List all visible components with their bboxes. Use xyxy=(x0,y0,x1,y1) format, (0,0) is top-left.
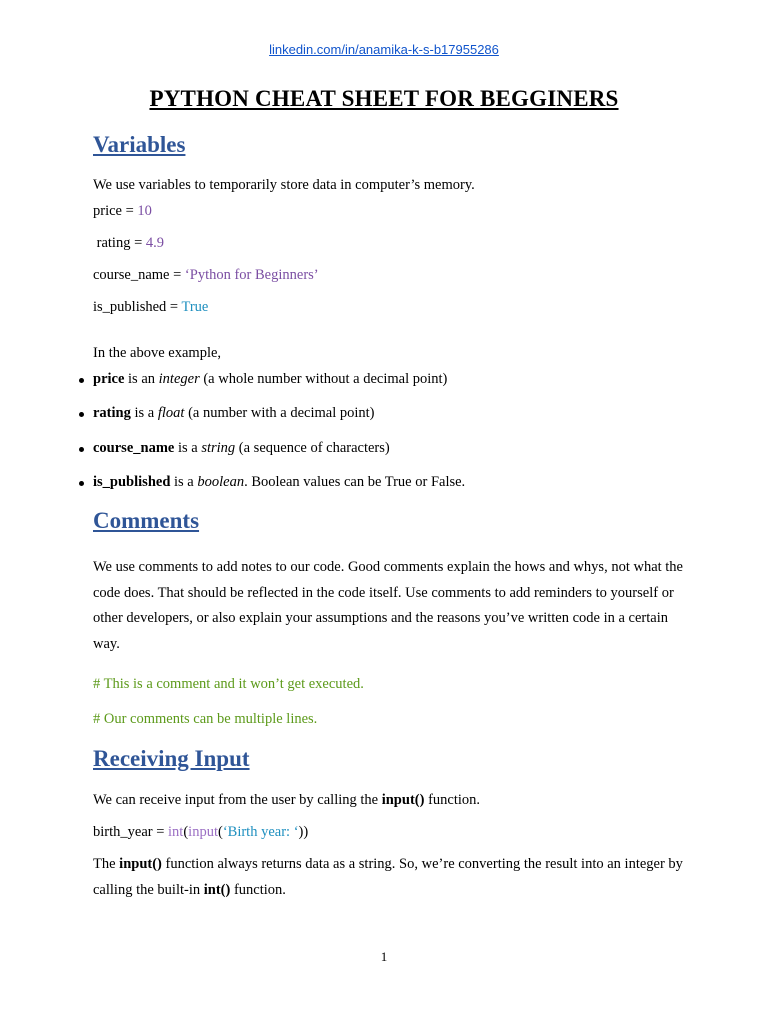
code-input-function: input xyxy=(188,824,218,840)
explain-text: function. xyxy=(230,881,286,898)
receiving-input-intro xyxy=(93,792,480,809)
comment-example-1: # This is a comment and it won’t get executed. xyxy=(93,676,364,692)
code-number-value: 10 xyxy=(137,203,152,219)
bullet-type: float xyxy=(157,405,185,422)
example-intro: In the above example, xyxy=(93,345,222,361)
code-line-rating xyxy=(93,235,164,252)
type-bullet-list xyxy=(93,371,465,508)
code-lhs: is_published = xyxy=(93,299,182,315)
code-lhs: course_name = xyxy=(93,267,185,283)
comments-heading: Comments xyxy=(93,508,200,533)
list-item xyxy=(93,440,465,474)
code-int-function: int xyxy=(168,824,184,840)
bullet-description: (a number with a decimal point) xyxy=(184,405,375,422)
linkedin-link[interactable]: linkedin.com/in/anamika-k-s-b17955286 xyxy=(269,42,499,57)
explain-text: function always returns data as a string. So, we’re converting the result into an integer by calling the built-in xyxy=(93,856,683,898)
bullet-description: (a whole number without a decimal point) xyxy=(199,371,448,387)
code-boolean-value: True xyxy=(181,299,209,315)
list-item xyxy=(93,405,465,439)
list-item xyxy=(93,371,465,405)
intro-text: We can receive input from the user by calling the xyxy=(93,792,382,808)
list-item xyxy=(93,474,465,508)
bullet-term: price xyxy=(93,371,125,387)
code-string-argument: ‘Birth year: ‘ xyxy=(222,824,299,840)
bullet-connector: is an xyxy=(124,371,159,387)
receiving-input-heading: Receiving Input xyxy=(93,746,250,771)
variables-heading: Variables xyxy=(93,132,186,157)
intro-text-end: function. xyxy=(424,792,481,808)
receiving-input-explanation xyxy=(93,852,685,903)
code-lhs: price = xyxy=(93,203,138,219)
code-lhs: rating = xyxy=(93,235,146,251)
comment-example-2: # Our comments can be multiple lines. xyxy=(93,711,318,727)
int-function-name: int() xyxy=(203,881,231,898)
code-line-price xyxy=(93,203,152,220)
explain-text: The xyxy=(93,856,120,872)
bullet-connector: is a xyxy=(170,473,198,490)
code-lhs: birth_year = xyxy=(93,824,169,840)
code-line-is-published xyxy=(93,299,208,316)
bullet-connector: is a xyxy=(130,405,158,422)
bullet-type: string xyxy=(201,439,236,456)
code-number-value: 4.9 xyxy=(145,235,164,251)
code-paren: ( xyxy=(183,824,189,840)
bullet-description: . Boolean values can be True or False. xyxy=(244,473,466,490)
bullet-term: is_published xyxy=(93,473,171,490)
document-title: PYTHON CHEAT SHEET FOR BEGGINERS xyxy=(149,86,619,111)
bullet-term: rating xyxy=(93,405,131,422)
bullet-description: (a sequence of characters) xyxy=(235,439,390,456)
bullet-type: integer xyxy=(158,371,200,387)
input-function-name: input() xyxy=(119,856,162,872)
code-paren: ( xyxy=(217,824,223,840)
code-line-course-name xyxy=(93,267,319,284)
page-number: 1 xyxy=(380,949,388,964)
bullet-term: course_name xyxy=(93,439,175,456)
variables-intro: We use variables to temporarily store data in computer’s memory. xyxy=(93,177,475,193)
code-string-value: ‘Python for Beginners’ xyxy=(184,267,319,283)
bullet-connector: is a xyxy=(174,439,202,456)
bullet-type: boolean xyxy=(197,473,245,490)
input-function-name: input() xyxy=(381,792,425,808)
code-line-birth-year xyxy=(93,824,308,841)
code-paren-close: )) xyxy=(298,824,309,840)
comments-paragraph: We use comments to add notes to our code. Good comments explain the hows and whys, not what the code does. That should be reflected in the code itself. Use comments to add reminders to yourself or other developers, or also explain your assumptions and the reasons you’ve written code in a certain way. xyxy=(93,559,683,652)
